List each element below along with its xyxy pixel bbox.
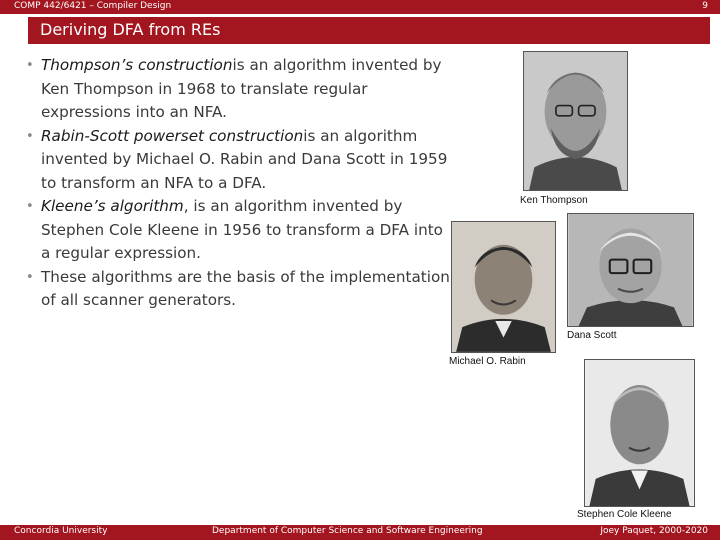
page-number: 9 xyxy=(702,1,708,11)
bullet-term: Kleene’s algorithm xyxy=(41,197,184,215)
footer-center: Department of Computer Science and Software Engineering xyxy=(212,526,483,536)
caption-ken-thompson: Ken Thompson xyxy=(520,195,588,206)
caption-dana-scott: Dana Scott xyxy=(567,330,617,341)
bullet-text: is an algorithm invented by Michael O. Rabin and Dana Scott in 1959 to transform an NFA to a DFA. xyxy=(41,126,448,192)
photo-dana-scott xyxy=(567,213,694,327)
bullet-dot-icon: • xyxy=(26,58,34,73)
bullet-item xyxy=(26,54,451,125)
photo-stephen-kleene xyxy=(584,359,695,507)
header-bar xyxy=(0,0,720,14)
course-title: COMP 442/6421 – Compiler Design xyxy=(14,1,172,11)
footer-right: Joey Paquet, 2000-2020 xyxy=(600,526,708,536)
bullet-text: These algorithms are the basis of the implementation of all scanner generators. xyxy=(41,267,450,309)
portrait-photo-icon xyxy=(585,360,694,506)
bullet-item xyxy=(26,125,451,196)
bullet-item xyxy=(26,266,451,313)
bullet-dot-icon: • xyxy=(26,128,34,144)
slide-title-bar xyxy=(28,17,710,44)
caption-stephen-kleene: Stephen Cole Kleene xyxy=(577,509,672,520)
bullet-dot-icon: • xyxy=(26,199,34,214)
photo-michael-rabin xyxy=(451,221,556,353)
slide-title: Deriving DFA from REs xyxy=(40,20,221,39)
caption-michael-rabin: Michael O. Rabin xyxy=(449,356,526,367)
bullet-dot-icon: • xyxy=(26,269,34,285)
bullet-list xyxy=(26,54,451,313)
bullet-term: Rabin-Scott powerset construction xyxy=(41,126,304,145)
bullet-term: Thompson’s construction xyxy=(41,56,233,74)
photo-ken-thompson xyxy=(523,51,628,191)
portrait-photo-icon xyxy=(524,52,627,190)
bullet-text: is an algorithm invented by Ken Thompson in 1968 to translate regular expressions into an NFA. xyxy=(41,56,442,121)
footer-left: Concordia University xyxy=(14,526,108,536)
bullet-text: , is an algorithm invented by Stephen Cole Kleene in 1956 to transform a DFA into a regular expression. xyxy=(41,197,443,262)
footer-bar xyxy=(0,525,720,540)
portrait-photo-icon xyxy=(452,222,555,352)
bullet-item xyxy=(26,195,451,266)
portrait-photo-icon xyxy=(568,214,693,326)
